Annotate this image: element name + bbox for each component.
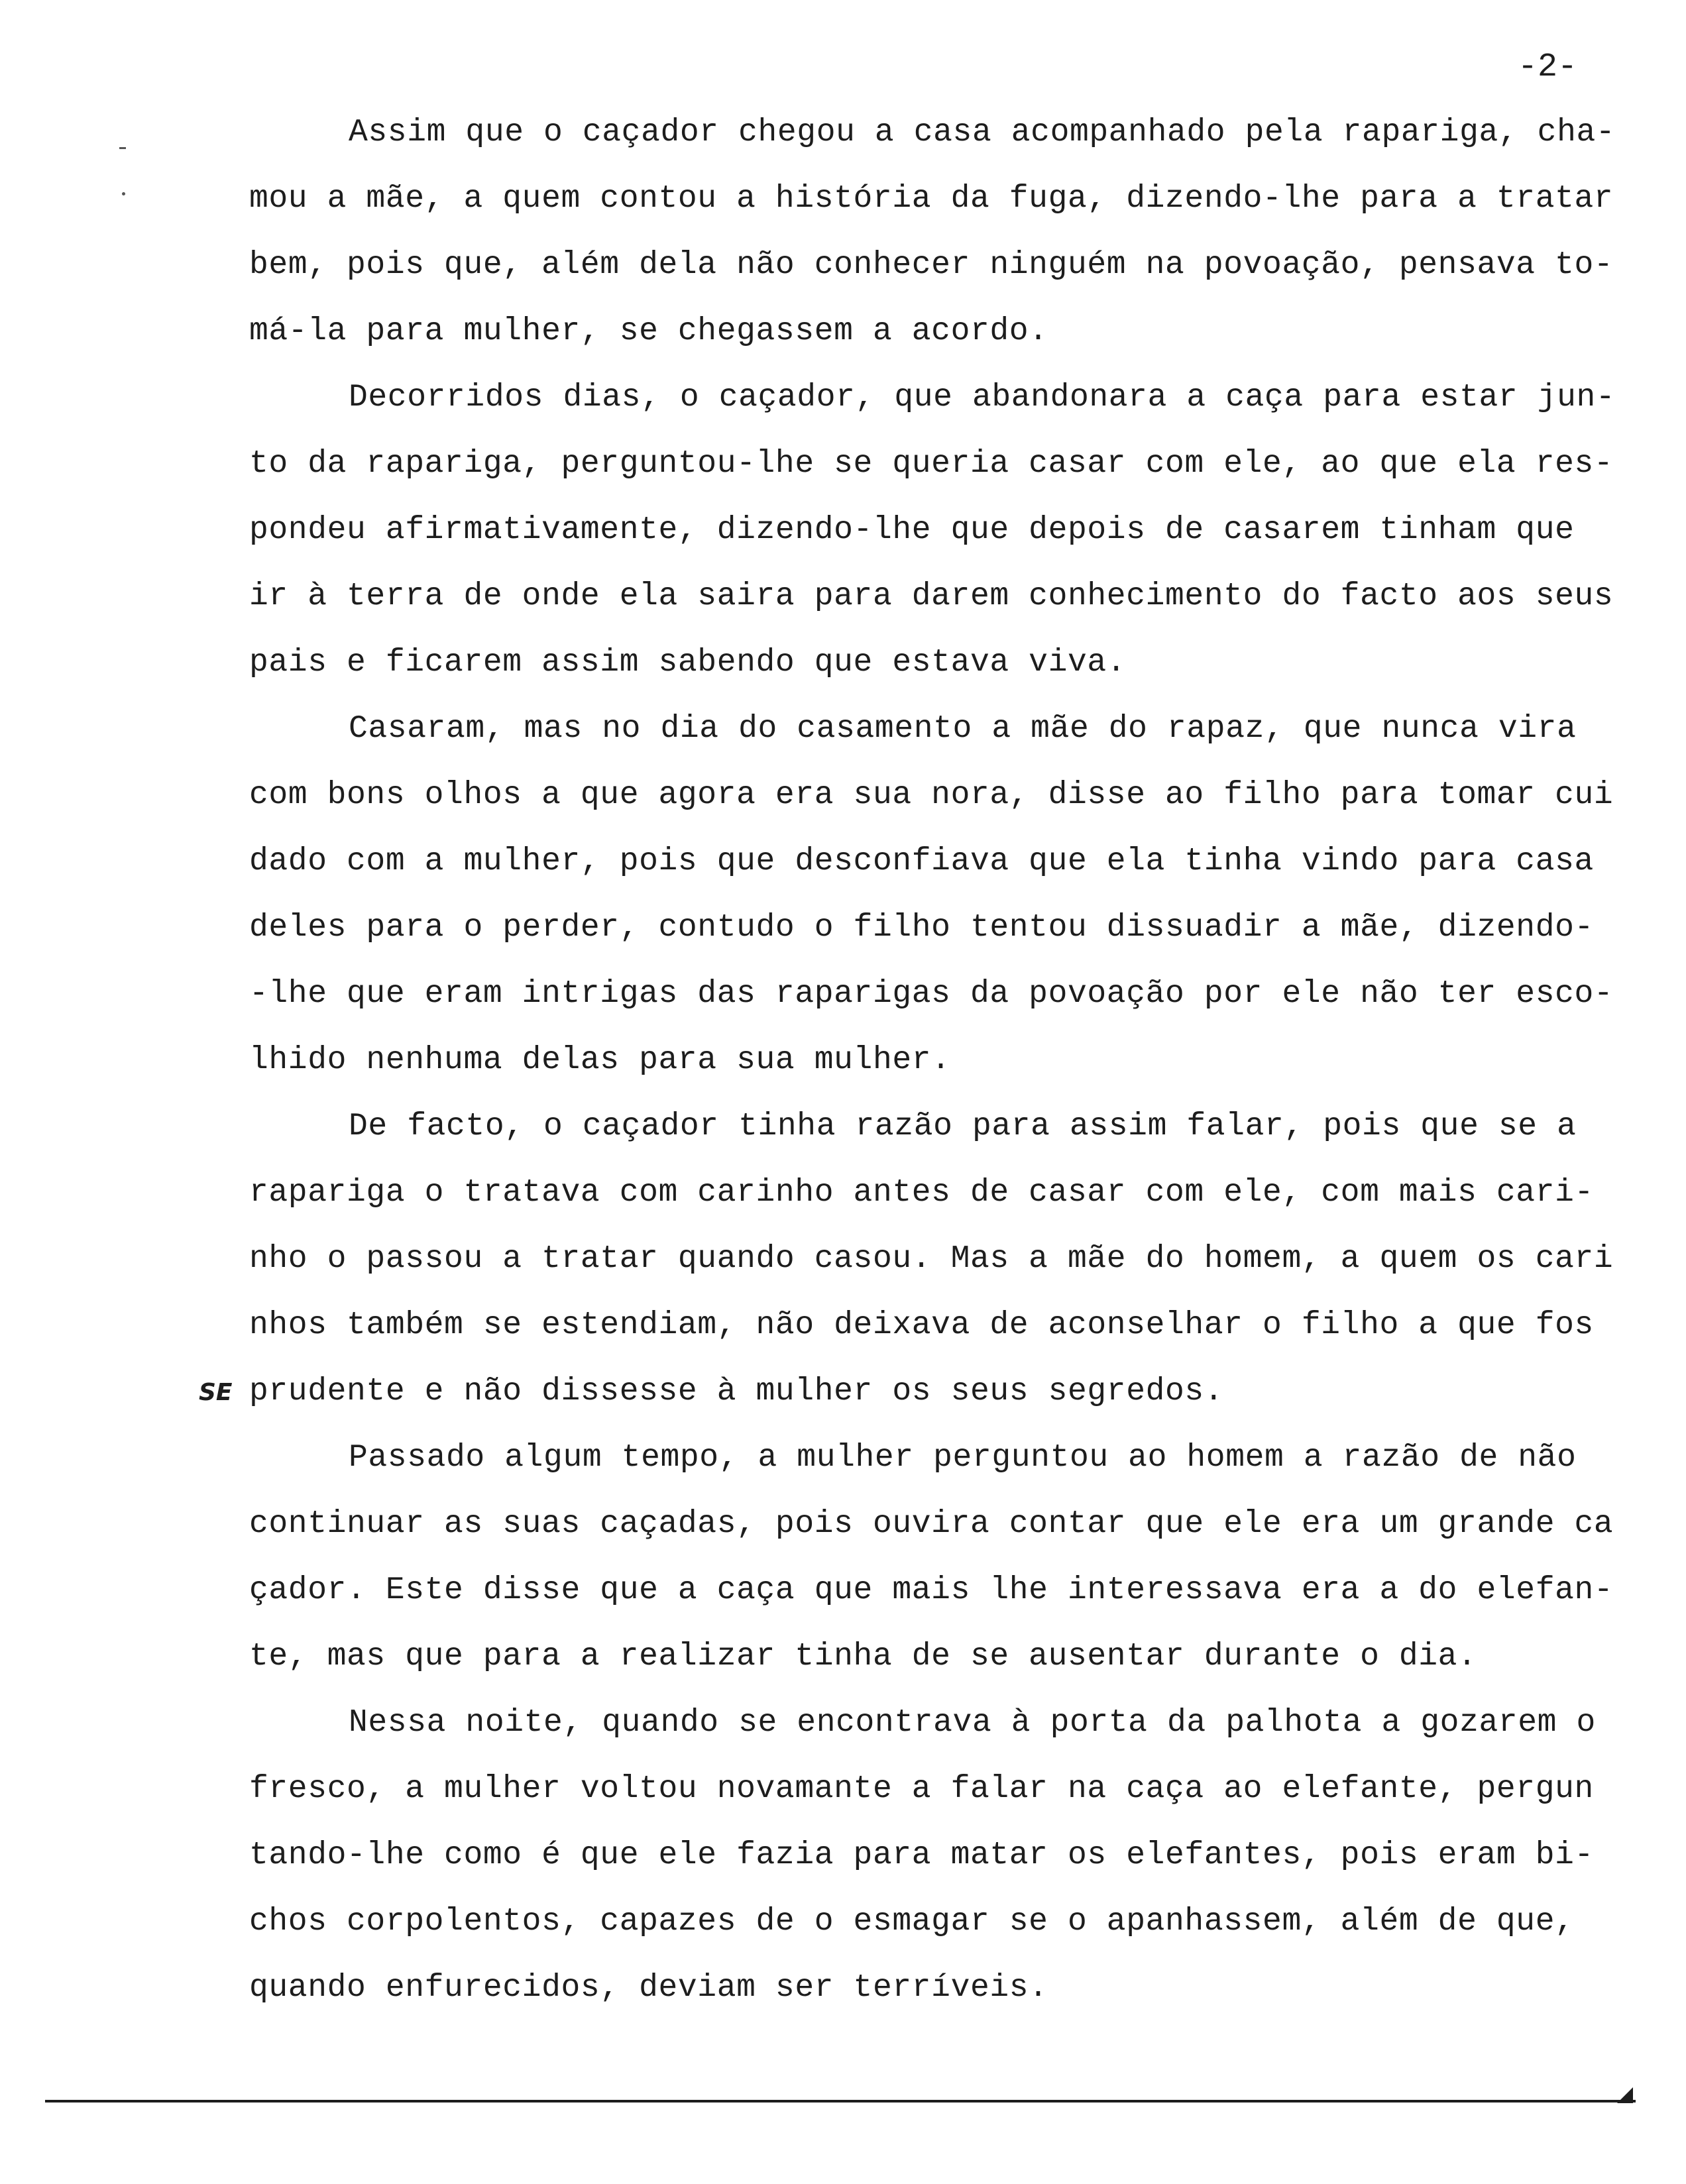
text-line: má-la para mulher, se chegassem a acordo. <box>249 313 1048 349</box>
text-line: Casaram, mas no dia do casamento a mãe do rapaz, que nunca vira <box>349 711 1577 747</box>
margin-note: SE <box>199 1379 233 1406</box>
text-line: quando enfurecidos, deviam ser terríveis. <box>249 1970 1048 2006</box>
text-line: mou a mãe, a quem contou a história da fuga, dizendo-lhe para a tratar <box>249 181 1614 217</box>
text-line: chos corpolentos, capazes de o esmagar se o apanhassem, além de que, <box>249 1904 1575 1939</box>
text-line: te, mas que para a realizar tinha de se ausentar durante o dia. <box>249 1639 1477 1674</box>
text-line: nho o passou a tratar quando casou. Mas a mãe do homem, a quem os cari <box>249 1241 1614 1277</box>
bottom-rule-end <box>1617 2087 1633 2103</box>
margin-dot <box>122 192 125 195</box>
text-line: rapariga o tratava com carinho antes de casar com ele, com mais cari- <box>249 1175 1594 1211</box>
margin-dash <box>119 147 126 149</box>
text-line: -lhe que eram intrigas das raparigas da povoação por ele não ter esco- <box>249 976 1614 1012</box>
text-line: bem, pois que, além dela não conhecer ninguém na povoação, pensava to- <box>249 247 1614 283</box>
text-line: Decorridos dias, o caçador, que abandonara a caça para estar jun- <box>349 380 1616 415</box>
text-line: ir à terra de onde ela saira para darem conhecimento do facto aos seus <box>249 578 1614 614</box>
text-line: pondeu afirmativamente, dizendo-lhe que depois de casarem tinham que <box>249 512 1575 548</box>
body-text <box>249 99 1661 2021</box>
text-line: continuar as suas caçadas, pois ouvira contar que ele era um grande ca <box>249 1506 1614 1542</box>
text-line: com bons olhos a que agora era sua nora, disse ao filho para tomar cui <box>249 777 1614 813</box>
text-line: prudente e não dissesse à mulher os seus segredos. <box>249 1374 1224 1409</box>
text-line: to da rapariga, perguntou-lhe se queria casar com ele, ao que ela res- <box>249 446 1614 482</box>
text-line: deles para o perder, contudo o filho tentou dissuadir a mãe, dizendo- <box>249 910 1594 946</box>
text-line: fresco, a mulher voltou novamante a falar na caça ao elefante, pergun <box>249 1771 1594 1807</box>
text-line: lhido nenhuma delas para sua mulher. <box>249 1042 951 1078</box>
text-line: çador. Este disse que a caça que mais lhe interessava era a do elefan- <box>249 1572 1614 1608</box>
text-line: Assim que o caçador chegou a casa acompanhado pela rapariga, cha- <box>349 115 1616 150</box>
text-line: pais e ficarem assim sabendo que estava viva. <box>249 645 1127 681</box>
text-line: Passado algum tempo, a mulher perguntou ao homem a razão de não <box>349 1440 1577 1476</box>
text-line: dado com a mulher, pois que desconfiava que ela tinha vindo para casa <box>249 844 1594 879</box>
text-line: Nessa noite, quando se encontrava à porta da palhota a gozarem o <box>349 1705 1596 1741</box>
text-line: De facto, o caçador tinha razão para assim falar, pois que se a <box>349 1109 1577 1144</box>
text-line: tando-lhe como é que ele fazia para matar os elefantes, pois eram bi- <box>249 1837 1594 1873</box>
text-line: nhos também se estendiam, não deixava de aconselhar o filho a que fos <box>249 1307 1594 1343</box>
page-number: -2- <box>1518 48 1578 86</box>
bottom-rule <box>45 2100 1636 2102</box>
